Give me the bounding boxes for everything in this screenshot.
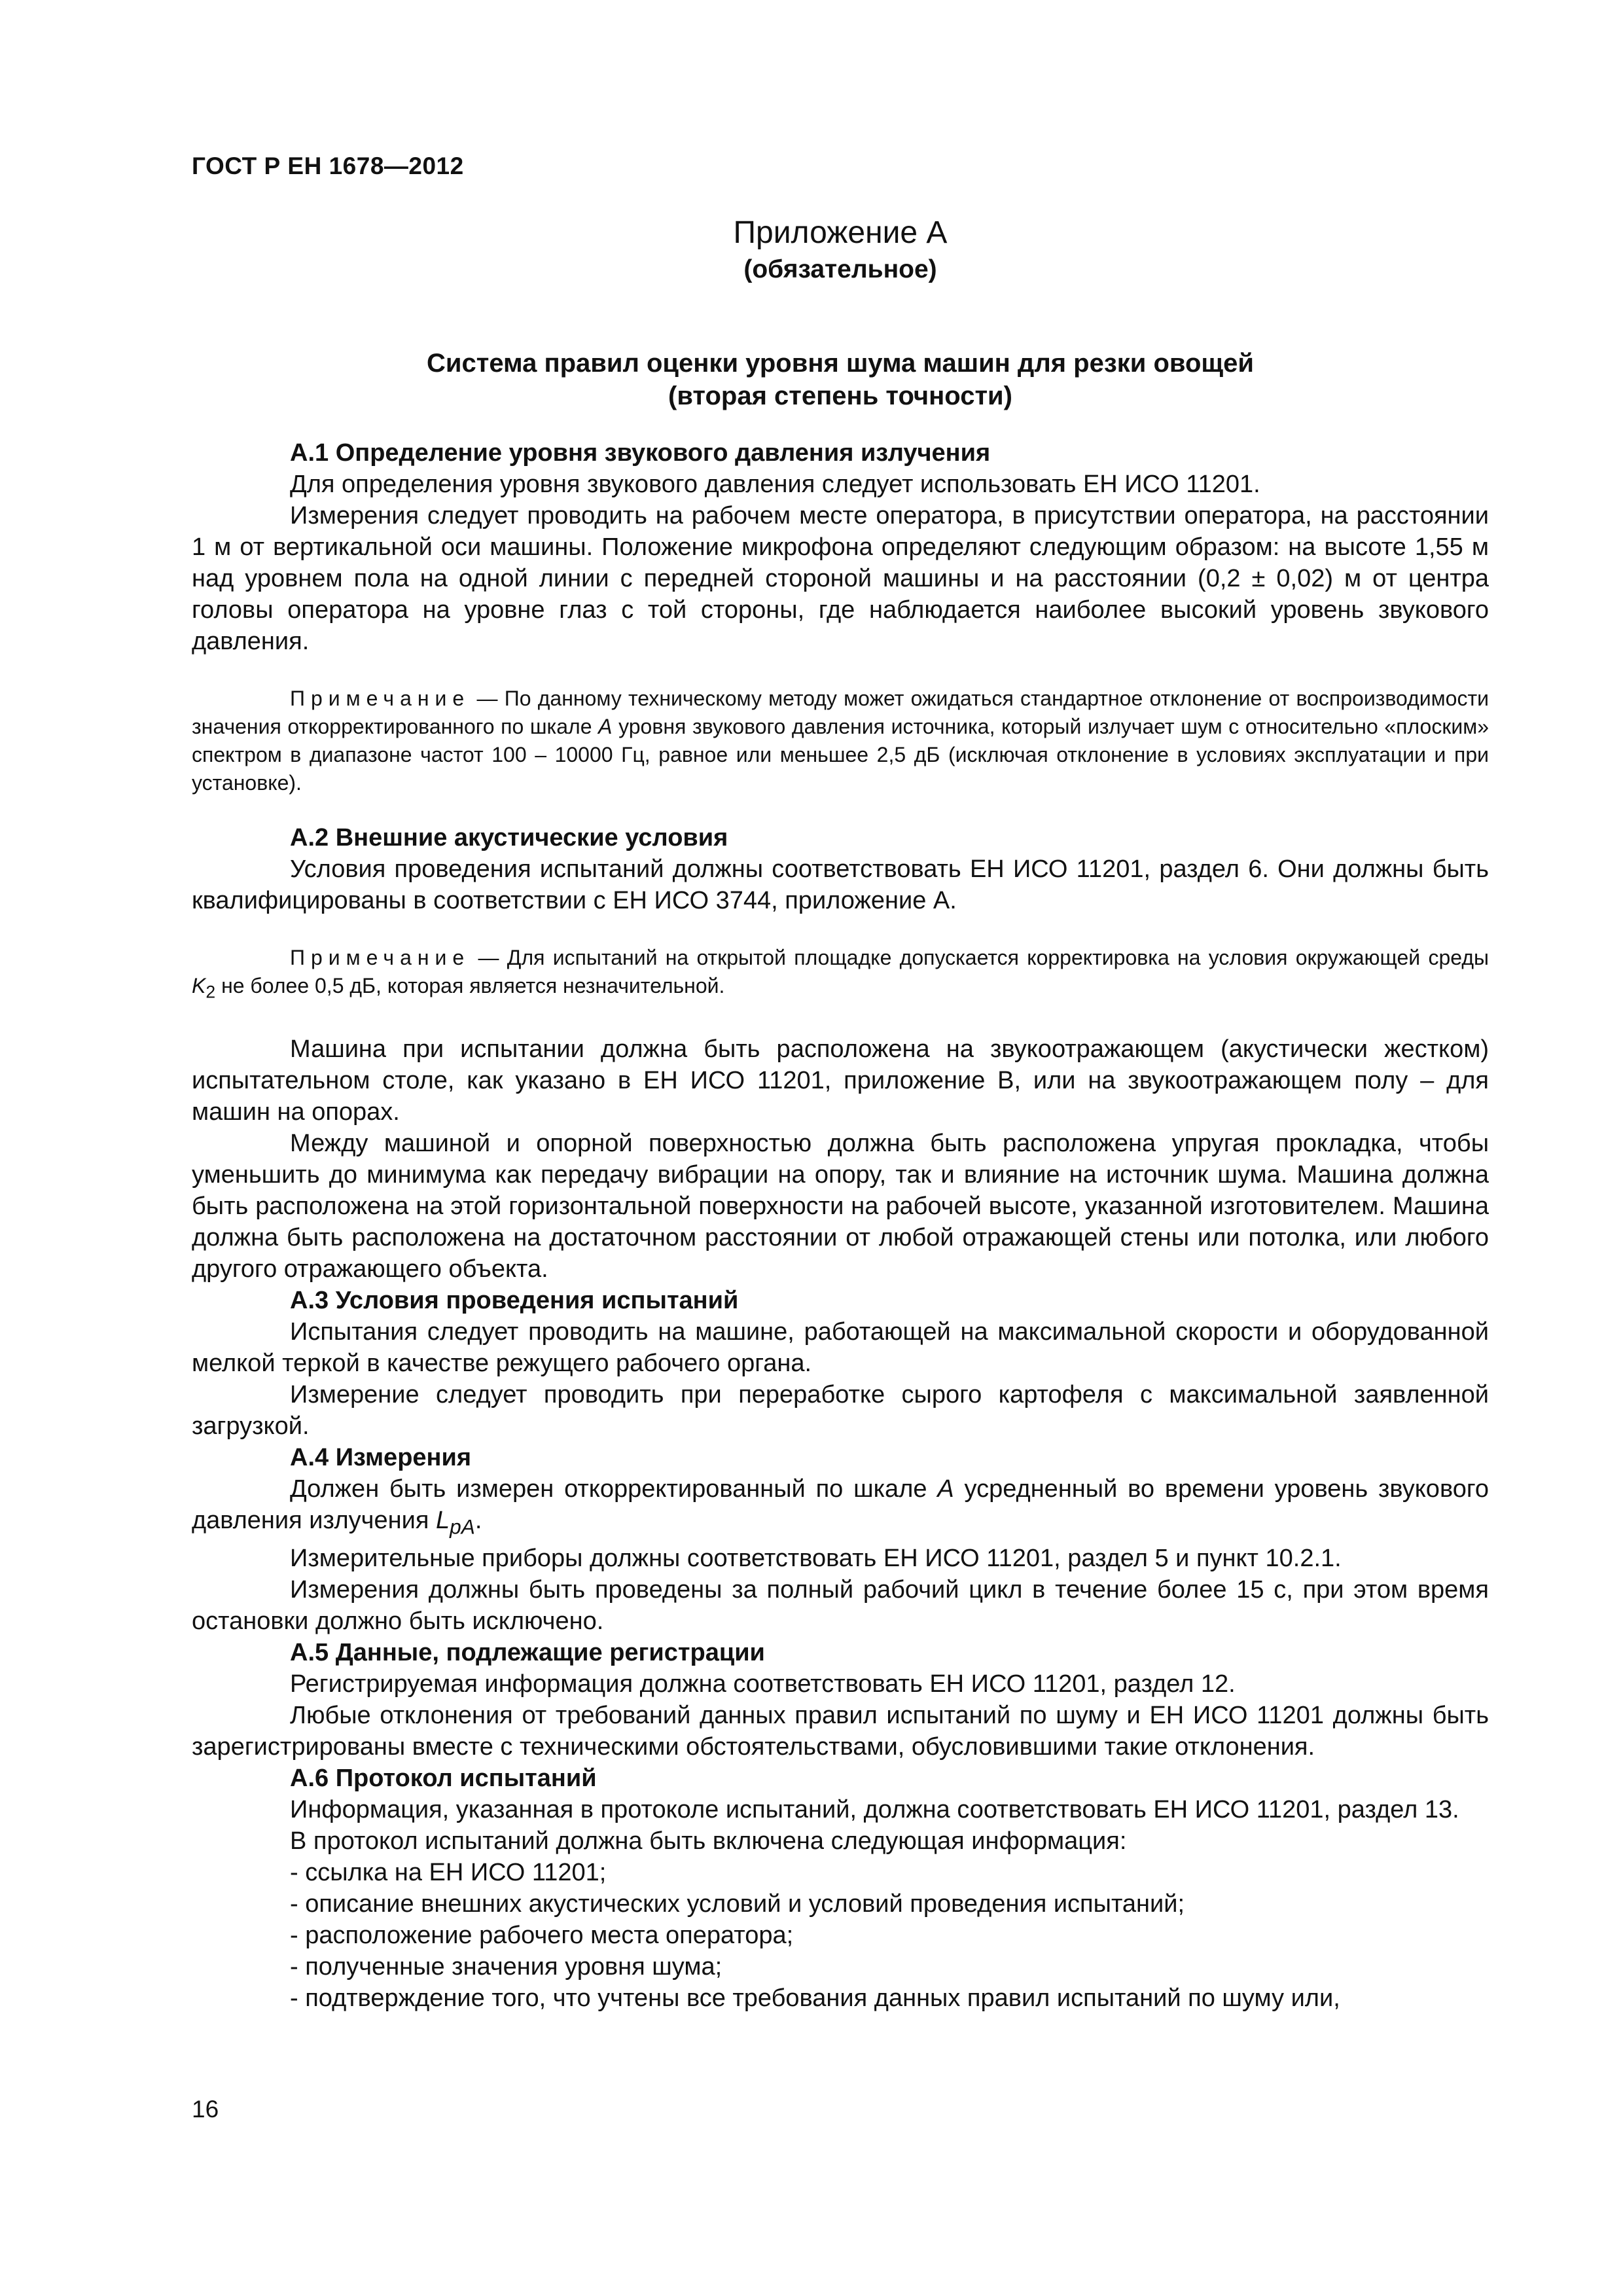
section-a4-paragraph-3: Измерения должны быть проведены за полный рабочий цикл в течение более 15 с, при этом время остановки должно быть исключено. [192, 1575, 1489, 1635]
list-item: - ссылка на ЕН ИСО 11201; [290, 1858, 607, 1886]
section-a4-heading: А.4 Измерения [290, 1444, 472, 1472]
section-a1-paragraph-1: Для определения уровня звукового давления следует использовать ЕН ИСО 11201. [290, 471, 1260, 498]
a4-text-part2: усредненный во времени уровень звукового давления излучения [192, 1475, 1489, 1535]
section-a2-paragraph-1: Условия проведения испытаний должны соответствовать ЕН ИСО 11201, раздел 6. Они должны быть квалифицированы в соответствии с ЕН ИСО 3744, приложение А. [192, 855, 1489, 914]
section-a5-paragraph-2: Любые отклонения от требований данных правил испытаний по шуму и ЕН ИСО 11201 должны быть зарегистрированы вместе с техническими обстоятельствами, обусловившими такие отклонения. [192, 1701, 1489, 1761]
list-item: - расположение рабочего места оператора; [290, 1921, 794, 1949]
list-item: - описание внешних акустических условий и условий проведения испытаний; [290, 1890, 1185, 1918]
note-text-part1: — По данному техническому методу может ожидаться стандартное отклонение от воспроизводимости значения откорректированного по шкале [192, 687, 1489, 738]
note-label: Примечание [290, 687, 471, 710]
a4-l-symbol: L [435, 1507, 450, 1535]
list-item: - полученные значения уровня шума; [290, 1952, 722, 1981]
appendix-status: (обязательное) [743, 255, 937, 283]
system-title [192, 347, 1489, 412]
a4-italic-a: А [937, 1475, 954, 1503]
section-a2-note [192, 944, 1489, 1006]
appendix-title: Приложение А [733, 215, 948, 250]
main-content [192, 437, 1489, 2014]
section-a1-note [192, 685, 1489, 797]
a4-text-end: . [474, 1507, 482, 1535]
section-a3-paragraph-2: Измерение следует проводить при переработке сырого картофеля с максимальной заявленной загрузкой. [192, 1381, 1489, 1441]
section-a6-paragraph-2: В протокол испытаний должна быть включена следующая информация: [290, 1827, 1127, 1855]
note-text-part1: — Для испытаний на открытой площадке допускается корректировка на условия окружающей среды [470, 946, 1489, 969]
section-a4-paragraph-2: Измерительные приборы должны соответствовать ЕН ИСО 11201, раздел 5 и пункт 10.2.1. [290, 1544, 1342, 1572]
section-a3-paragraph-1: Испытания следует проводить на машине, работающей на максимальной скорости и оборудованной мелкой теркой в качестве режущего рабочего органа. [192, 1318, 1489, 1378]
note-text-part2: уровня звукового давления источника, который излучает шум с относительно «плоским» спектром в диапазоне частот 100 – 10000 Гц, равное или меньшее 2,5 дБ (исключая отклонение в условиях эксплуатации и при установке). [192, 715, 1489, 795]
section-a5-paragraph-1: Регистрируемая информация должна соответствовать ЕН ИСО 11201, раздел 12. [290, 1670, 1236, 1698]
a4-l-subscript: pA [450, 1515, 475, 1539]
system-title-line1: Система правил оценки уровня шума машин для резки овощей [427, 349, 1254, 378]
section-a6-paragraph-1: Информация, указанная в протоколе испытаний, должна соответствовать ЕН ИСО 11201, раздел 13. [290, 1795, 1459, 1823]
section-a1-heading: А.1 Определение уровня звукового давления излучения [290, 439, 991, 467]
note-italic-a: А [598, 715, 613, 738]
system-title-line2: (вторая степень точности) [668, 382, 1012, 410]
note-k-symbol: K [192, 974, 206, 997]
section-a2-heading: А.2 Внешние акустические условия [290, 824, 728, 852]
note-label: Примечание [290, 946, 471, 969]
a4-text-part1: Должен быть измерен откорректированный по шкале [290, 1475, 938, 1503]
note-k-subscript: 2 [205, 982, 216, 1002]
section-a4-paragraph-1 [192, 1473, 1489, 1543]
section-a2-paragraph-3: Между машиной и опорной поверхностью должна быть расположена упругая прокладка, чтобы уменьшить до минимума как передачу вибрации на опору, так и влияние на источник шума. Машина должна быть расположена на этой горизонтальной поверхности на рабочей высоте, указанной изготовителем. Машина должна быть расположена на достаточном расстоянии от любой отражающей стены или потолка, или любого другого отражающего объекта. [192, 1130, 1489, 1283]
document-code: ГОСТ Р ЕН 1678—2012 [192, 152, 464, 179]
note-text-part2: не более 0,5 дБ, которая является незначительной. [215, 974, 725, 997]
page-number: 16 [192, 2096, 219, 2123]
section-a3-heading: А.3 Условия проведения испытаний [290, 1287, 739, 1315]
section-a6-heading: А.6 Протокол испытаний [290, 1764, 597, 1792]
section-a1-paragraph-2: Измерения следует проводить на рабочем месте оператора, в присутствии оператора, на расстоянии 1 м от вертикальной оси машины. Положение микрофона определяют следующим образом: на высоте 1,55 м над уровнем пола на одной линии с передней стороной машины и на расстоянии (0,2 ± 0,02) м от центра головы оператора на уровне глаз с той стороны, где наблюдается наиболее высокий уровень звукового давления. [192, 502, 1489, 655]
section-a5-heading: А.5 Данные, подлежащие регистрации [290, 1638, 765, 1666]
list-item: - подтверждение того, что учтены все требования данных правил испытаний по шуму или, [290, 1984, 1340, 2012]
section-a6-list [192, 1857, 1489, 2014]
section-a2-paragraph-2: Машина при испытании должна быть расположена на звукоотражающем (акустически жестком) испытательном столе, как указано в ЕН ИСО 11201, приложение В, или на звукоотражающем полу – для машин на опорах. [192, 1035, 1489, 1126]
